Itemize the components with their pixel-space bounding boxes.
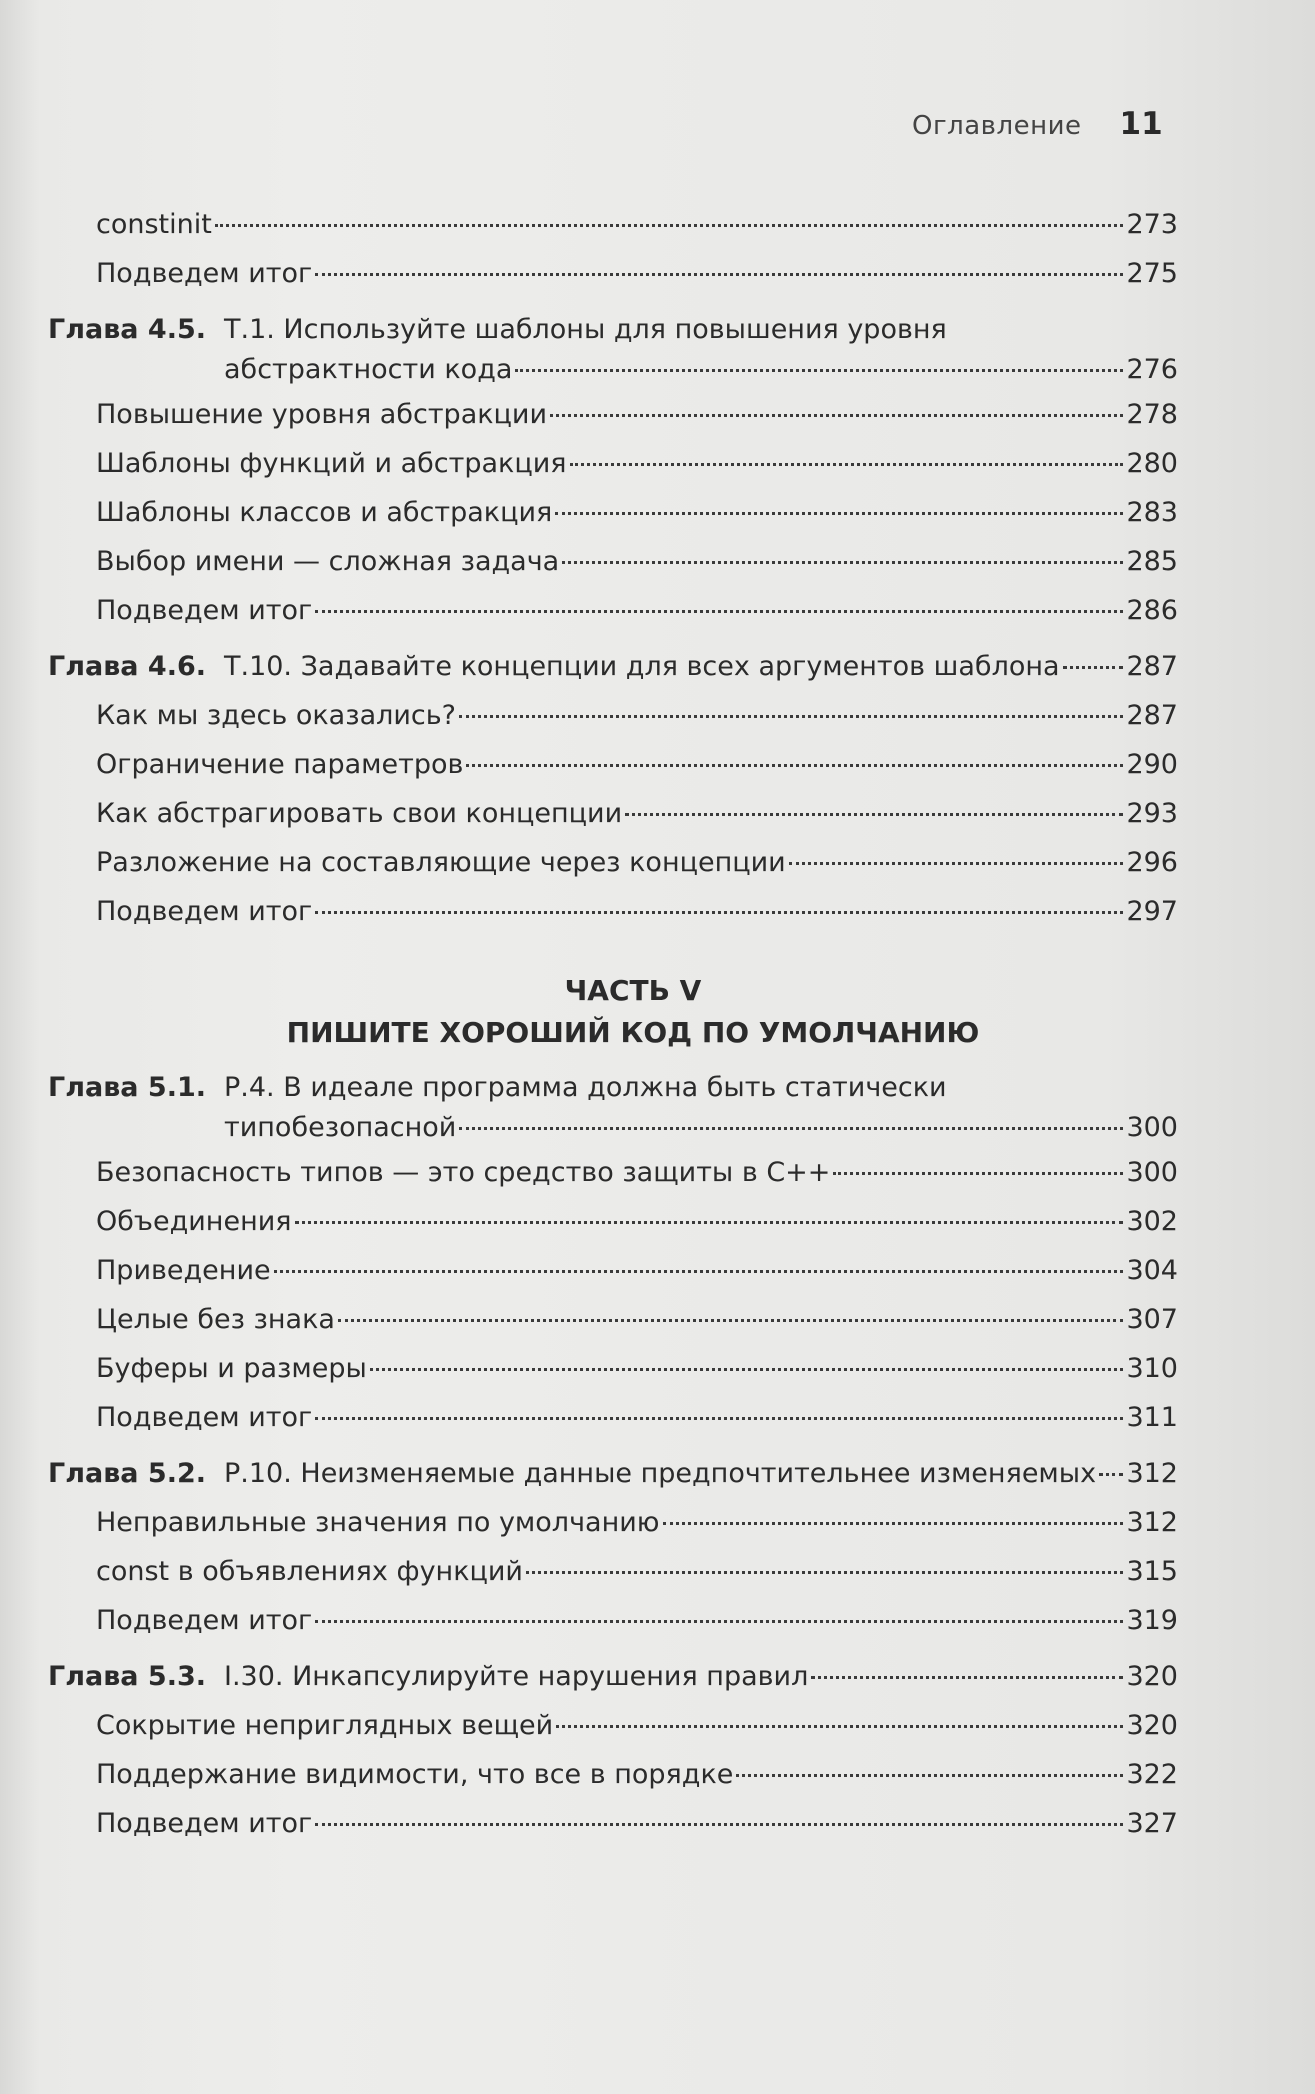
toc-entry[interactable] [48, 1344, 1178, 1393]
chapter-4-6[interactable] [48, 647, 1178, 687]
part-number: ЧАСТЬ V [564, 974, 702, 1007]
dot-leader [570, 463, 1124, 466]
dot-leader [315, 1620, 1123, 1623]
toc-entry[interactable] [48, 691, 1178, 740]
dot-leader [315, 610, 1123, 613]
part-heading[interactable] [48, 970, 1178, 1054]
entry-page: 302 [1126, 1206, 1178, 1237]
entry-label: Ограничение параметров [96, 749, 464, 780]
header-page-number: 11 [1119, 106, 1163, 142]
entry-page: 322 [1126, 1759, 1178, 1790]
entry-label: Целые без знака [96, 1304, 335, 1335]
dot-leader [625, 813, 1123, 816]
chapter-page: 300 [1126, 1112, 1178, 1143]
entry-page: 275 [1126, 258, 1178, 289]
entry-page: 300 [1126, 1157, 1178, 1188]
entry-page: 287 [1126, 700, 1178, 731]
toc-entry[interactable] [48, 1799, 1178, 1848]
running-header [912, 106, 1172, 146]
toc-entry[interactable] [48, 1148, 1178, 1197]
chapter-5-2[interactable] [48, 1454, 1178, 1494]
toc-entry[interactable] [48, 1701, 1178, 1750]
entry-label: Подведем итог [96, 1402, 313, 1433]
entry-page: 297 [1126, 896, 1178, 927]
entry-label: Подведем итог [96, 258, 313, 289]
dot-leader [459, 1127, 1123, 1130]
chapter-title-line: I.30. Инкапсулируйте нарушения правил [224, 1661, 809, 1692]
entry-page: 290 [1126, 749, 1178, 780]
entry-label: Неправильные значения по умолчанию [96, 1507, 660, 1538]
chapter-number: Глава 5.2. [48, 1458, 206, 1489]
toc-entry[interactable] [48, 390, 1178, 439]
entry-label: Подведем итог [96, 1808, 313, 1839]
entry-label: Разложение на составляющие через концепции [96, 847, 786, 878]
entry-label: Объединения [96, 1206, 292, 1237]
entry-label: Поддержание видимости, что все в порядке [96, 1759, 734, 1790]
dot-leader [315, 911, 1123, 914]
entry-label: Выбор имени — сложная задача [96, 546, 560, 577]
chapter-title-line: Т.10. Задавайте концепции для всех аргументов шаблона [224, 651, 1060, 682]
entry-label: Как мы здесь оказались? [96, 700, 457, 731]
dot-leader [556, 1725, 1123, 1728]
toc-entry[interactable] [48, 439, 1178, 488]
toc-entry[interactable] [48, 1596, 1178, 1645]
toc-entry[interactable] [48, 537, 1178, 586]
entry-page: 280 [1126, 448, 1178, 479]
entry-label: const в объявлениях функций [96, 1556, 523, 1587]
header-title: Оглавление [912, 111, 1082, 141]
entry-label: Безопасность типов — это средство защиты в С++ [96, 1157, 831, 1188]
dot-leader [338, 1319, 1124, 1322]
dot-leader [550, 414, 1123, 417]
dot-leader [459, 715, 1123, 718]
dot-leader [833, 1172, 1123, 1175]
dot-leader [1063, 666, 1124, 669]
toc-entry[interactable] [48, 1498, 1178, 1547]
entry-label: constinit [96, 209, 212, 240]
entry-page: 312 [1126, 1507, 1178, 1538]
dot-leader [315, 1823, 1123, 1826]
entry-page: 278 [1126, 399, 1178, 430]
entry-label: Подведем итог [96, 1605, 313, 1636]
entry-page: 307 [1126, 1304, 1178, 1335]
toc-entry[interactable] [48, 1295, 1178, 1344]
toc-entry[interactable] [48, 1246, 1178, 1295]
toc-entry[interactable] [48, 1197, 1178, 1246]
table-of-contents [48, 200, 1178, 1848]
chapter-number: Глава 5.3. [48, 1661, 206, 1692]
dot-leader [315, 273, 1123, 276]
entry-label: Подведем итог [96, 896, 313, 927]
chapter-title-line: Р.10. Неизменяемые данные предпочтительнее изменяемых [224, 1458, 1097, 1489]
entry-page: 327 [1126, 1808, 1178, 1839]
chapter-4-5[interactable] [48, 310, 1178, 390]
entry-page: 304 [1126, 1255, 1178, 1286]
part-title: ПИШИТЕ ХОРОШИЙ КОД ПО УМОЛЧАНИЮ [286, 1016, 980, 1049]
chapter-number: Глава 4.5. [48, 314, 206, 345]
dot-leader [274, 1270, 1124, 1273]
entry-page: 286 [1126, 595, 1178, 626]
dot-leader [215, 224, 1124, 227]
entry-page: 283 [1126, 497, 1178, 528]
toc-entry[interactable] [48, 200, 1178, 249]
entry-label: Приведение [96, 1255, 271, 1286]
entry-label: Подведем итог [96, 595, 313, 626]
toc-entry[interactable] [48, 740, 1178, 789]
dot-leader [370, 1368, 1124, 1371]
entry-label: Как абстрагировать свои концепции [96, 798, 623, 829]
entry-label: Шаблоны функций и абстракция [96, 448, 567, 479]
entry-page: 296 [1126, 847, 1178, 878]
dot-leader [789, 862, 1124, 865]
toc-entry[interactable] [48, 249, 1178, 298]
chapter-title-line: Т.1. Используйте шаблоны для повышения уровня [224, 314, 947, 345]
entry-label: Шаблоны классов и абстракция [96, 497, 553, 528]
entry-page: 311 [1126, 1402, 1178, 1433]
chapter-title-line: типобезопасной [224, 1112, 457, 1143]
toc-entry[interactable] [48, 586, 1178, 635]
entry-page: 320 [1126, 1710, 1178, 1741]
entry-label: Буферы и размеры [96, 1353, 367, 1384]
dot-leader [295, 1221, 1124, 1224]
dot-leader [1099, 1473, 1123, 1476]
chapter-5-3[interactable] [48, 1657, 1178, 1697]
chapter-page: 287 [1126, 651, 1178, 682]
toc-entry[interactable] [48, 488, 1178, 537]
toc-entry[interactable] [48, 1547, 1178, 1596]
entry-label: Повышение уровня абстракции [96, 399, 548, 430]
dot-leader [562, 561, 1123, 564]
dot-leader [526, 1571, 1123, 1574]
entry-page: 285 [1126, 546, 1178, 577]
dot-leader [736, 1774, 1123, 1777]
chapter-number: Глава 5.1. [48, 1072, 206, 1103]
chapter-page: 320 [1126, 1661, 1178, 1692]
chapter-page: 276 [1126, 354, 1178, 385]
dot-leader [466, 764, 1123, 767]
entry-label: Сокрытие неприглядных вещей [96, 1710, 554, 1741]
entry-page: 319 [1126, 1605, 1178, 1636]
toc-entry[interactable] [48, 789, 1178, 838]
dot-leader [663, 1522, 1124, 1525]
dot-leader [555, 512, 1123, 515]
entry-page: 293 [1126, 798, 1178, 829]
toc-entry[interactable] [48, 838, 1178, 887]
entry-page: 310 [1126, 1353, 1178, 1384]
dot-leader [515, 369, 1123, 372]
chapter-title-line: абстрактности кода [224, 354, 513, 385]
chapter-5-1[interactable] [48, 1068, 1178, 1148]
entry-page: 273 [1126, 209, 1178, 240]
toc-entry[interactable] [48, 1750, 1178, 1799]
toc-entry[interactable] [48, 887, 1178, 936]
dot-leader [811, 1676, 1123, 1679]
entry-page: 315 [1126, 1556, 1178, 1587]
chapter-page: 312 [1126, 1458, 1178, 1489]
dot-leader [315, 1417, 1123, 1420]
chapter-title-line: Р.4. В идеале программа должна быть статически [224, 1072, 947, 1103]
chapter-number: Глава 4.6. [48, 651, 206, 682]
toc-entry[interactable] [48, 1393, 1178, 1442]
